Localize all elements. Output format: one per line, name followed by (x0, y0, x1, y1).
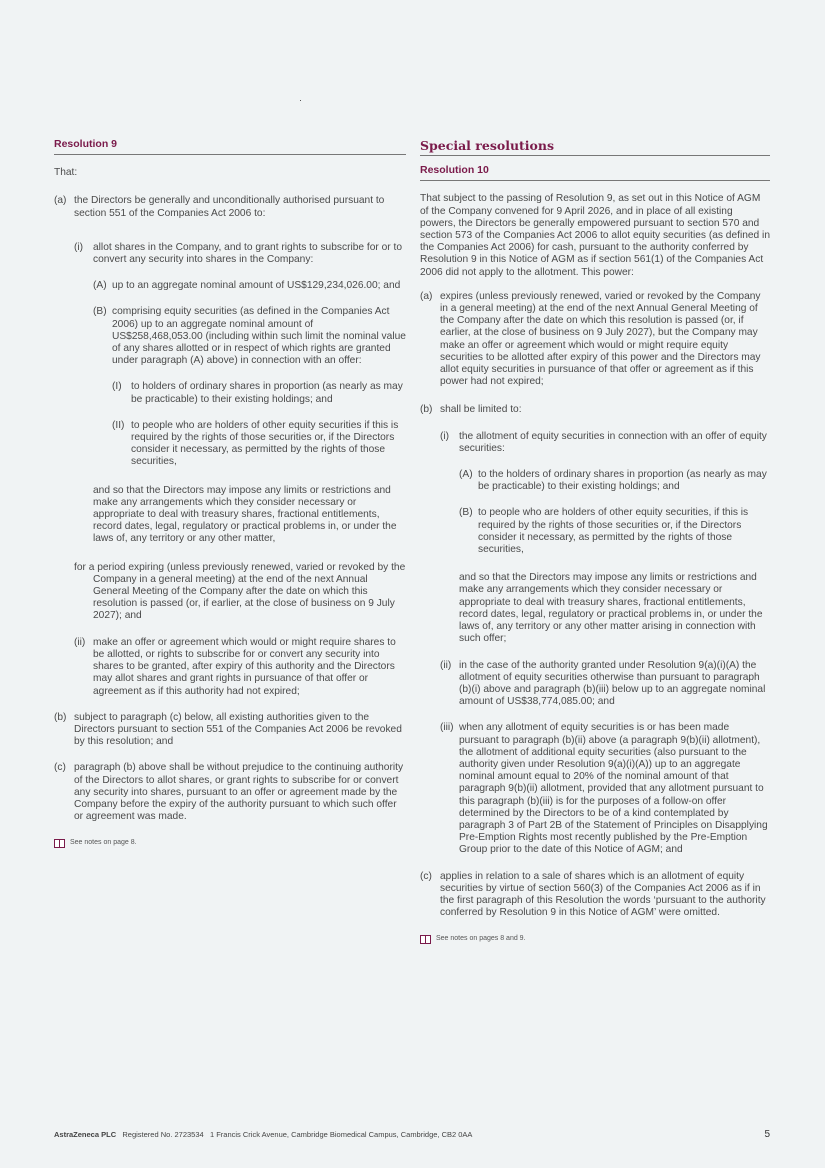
res10-B-text: to people who are holders of other equity securities, if this is required by the rights of those securities or, if the Directors consider it necessary, as permitted by the rights of those securities, (478, 507, 749, 556)
res10-b-i-text: the allotment of equity securities in connection with an offer of equity securities: (459, 430, 767, 454)
res10-b-iii-label: (iii) (440, 722, 454, 734)
res9-I-label: (I) (112, 381, 122, 393)
page-footer (54, 1129, 770, 1141)
res9-a-i-text: allot shares in the Company, and to grant rights to subscribe for or to convert any security into shares in the Company: (93, 241, 402, 266)
res9-para-B (54, 306, 406, 367)
res10-para-b-i (420, 431, 770, 455)
book-icon (420, 935, 431, 944)
res9-a-label: (a) (54, 195, 67, 207)
res9-notes-text: See notes on page 8. (70, 839, 137, 847)
res9-A-text: up to an aggregate nominal amount of US$129,234,026.00; and (112, 280, 401, 292)
res9-notes-link[interactable] (54, 837, 406, 849)
res9-a-ii-label: (ii) (74, 636, 86, 648)
res10-b-label: (b) (420, 404, 433, 416)
res9-para-a-i (54, 242, 406, 266)
res10-c-label: (c) (420, 870, 432, 882)
res10-para-A (420, 469, 770, 493)
footer-address: 1 Francis Crick Avenue, Cambridge Biomedical Campus, Cambridge, CB2 0AA (209, 1130, 473, 1139)
res9-period-clause: for a period expiring (unless previously renewed, varied or revoked by the Company in a general meeting) at the end of the next Annual General Meeting of the Company after the date on which this resolution is passed (or, if earlier, at the close of business on 9 July 2027); and (74, 561, 406, 622)
res9-para-a-ii (54, 637, 406, 698)
res9-para-I (54, 381, 406, 405)
res10-b-ii-text: in the case of the authority granted under Resolution 9(a)(i)(A) the allotment of equity securities otherwise than pursuant to paragraph (b)(i) above and paragraph (b)(iii) below up to an aggregate nominal amount of US$38,774,085.00; and (459, 659, 766, 708)
res10-para-B (420, 507, 770, 556)
res10-a-text: expires (unless previously renewed, varied or revoked by the Company in a general meeting) at the end of the next Annual General Meeting of the Company after the date on which this resolution is passed (or, if earlier, at the close of business on 9 July 2027), but the Company may make an offer or agreement which would or might require equity securities to be allotted after expiry of this power and the Directors may allot equity securities in pursuance of that offer or agreement as if this power had not expired; (440, 290, 761, 388)
res10-b-ii-label: (ii) (440, 659, 452, 671)
res10-c-text: applies in relation to a sale of shares which is an allotment of equity securities by virtue of section 560(3) of the Companies Act 2006 as if in the first paragraph of this Resolution the words ‘pursuant to the authority conferred by Resolution 9 in this Notice of AGM’ were omitted. (440, 870, 766, 919)
res9-A-label: (A) (93, 280, 107, 292)
footer-info (54, 1129, 472, 1141)
res9-b-text: subject to paragraph (c) below, all existing authorities given to the Directors pursuant to section 551 of the Companies Act 2006 be revoked by this resolution; and (74, 711, 402, 748)
res9-para-c (54, 762, 406, 823)
special-resolutions-heading: Special resolutions (420, 140, 770, 156)
res9-a-i-label: (i) (74, 241, 84, 253)
res10-para-b-ii (420, 660, 770, 709)
res9-II-label: (II) (112, 419, 125, 431)
res9-para-II (54, 420, 406, 469)
book-icon (54, 839, 65, 848)
resolution-9-intro: That: (54, 167, 78, 179)
res10-notes-link[interactable] (420, 933, 770, 945)
res10-a-label: (a) (420, 290, 433, 302)
res10-b-iii-text: when any allotment of equity securities is or has been made pursuant to paragraph (b)(ii) above (a paragraph 9(b)(ii) allotment), the allotment of additional equity securities (also pursuant to the authority given under Resolution 9(a)(i)(A)) up to an aggregate nominal amount equal to 20% of the nominal amount of that paragraph 9(b)(ii) allotment, provided that any allotment pursuant to this paragraph (b)(iii) is for the purposes of a follow-on offer determined by the Directors to be of a kind contemplated by paragraph 3 of Part 2B of the Statement of Principles on Disapplying Pre-Emption Rights most recently published by the Pre-Emption Group prior to the date of this Notice of AGM; and (459, 722, 768, 856)
res9-para-A (54, 280, 406, 292)
res9-and-so-clause: and so that the Directors may impose any limits or restrictions and make any arrangements which they consider necessary or appropriate to deal with treasury shares, fractional entitlements, record dates, legal, regulatory or practical problems in, or under the laws of, any territory or any other matter, (93, 484, 397, 545)
footer-registered: Registered No. 2723534 (122, 1130, 204, 1139)
res10-para-c (420, 871, 770, 920)
page-number: 5 (764, 1129, 770, 1140)
res10-A-text: to the holders of ordinary shares in proportion (as nearly as may be practicable) to their existing holdings; and (478, 469, 767, 493)
resolution-10-intro: That subject to the passing of Resolution 9, as set out in this Notice of AGM of the Company convened for 9 April 2026, and in place of all existing powers, the Directors be generally empowered pursuant to section 570 and section 573 of the Companies Act 2006 to allot equity securities (as defined in the Companies Act 2006) for cash, pursuant to the authority conferred by Resolution 9 in this Notice of AGM as if section 561(1) of the Companies Act 2006 did not apply to the allotment. This power: (420, 193, 770, 278)
res9-b-label: (b) (54, 711, 67, 723)
res10-B-label: (B) (459, 507, 473, 519)
res9-para-a (54, 195, 406, 219)
left-column (54, 138, 406, 850)
resolution-9-heading: Resolution 9 (54, 138, 406, 155)
res9-c-text: paragraph (b) above shall be without prejudice to the continuing authority of the Directors to allot shares, or grant rights to subscribe for or convert any security into shares, pursuant to an offer or agreement made by the Company before the expiry of the authority pursuant to which such offer or agreement was made. (74, 762, 404, 823)
res9-para-b (54, 712, 406, 749)
res10-para-b (420, 404, 770, 416)
res10-b-i-label: (i) (440, 430, 450, 442)
res9-B-label: (B) (93, 306, 107, 318)
res10-b-text: shall be limited to: (440, 404, 522, 416)
res10-A-label: (A) (459, 469, 473, 481)
res10-para-a (420, 291, 770, 389)
res9-a-ii-text: make an offer or agreement which would or might require shares to be allotted, or rights to subscribe for or convert any security into shares to be granted, after expiry of this authority and the Directors may allot shares and grant rights in pursuance of that offer or agreement as if this authority had not expired; (93, 636, 396, 697)
footer-company: AstraZeneca PLC (54, 1130, 117, 1139)
res9-a-text: the Directors be generally and unconditionally authorised pursuant to section 551 of the Companies Act 2006 to: (74, 195, 385, 219)
resolution-10-heading: Resolution 10 (420, 164, 770, 181)
res10-notes-text: See notes on pages 8 and 9. (436, 935, 526, 943)
res9-B-text: comprising equity securities (as defined in the Companies Act 2006) up to an aggregate nominal amount of US$258,468,053.00 (including within such limit the nominal value of any shares allotted or in respect of which rights are granted under paragraph (A) above) in connection with an offer: (112, 306, 406, 367)
right-column (420, 138, 770, 946)
res9-I-text: to holders of ordinary shares in proportion (as nearly as may be practicable) to their existing holdings; and (131, 381, 403, 405)
res10-and-so-clause: and so that the Directors may impose any limits or restrictions and make any arrangements which they consider necessary or appropriate to deal with treasury shares, fractional entitlements, record dates, legal, regulatory or practical problems in, or under the laws of, any territory or any other matter arising in connection with such offer; (459, 572, 763, 645)
res9-II-text: to people who are holders of other equity securities if this is required by the rights of those securities or, if the Directors consider it necessary, as permitted by the rights of those securities, (131, 419, 399, 468)
res9-c-label: (c) (54, 762, 66, 774)
stray-dot (300, 100, 301, 101)
res10-para-b-iii (420, 722, 770, 856)
